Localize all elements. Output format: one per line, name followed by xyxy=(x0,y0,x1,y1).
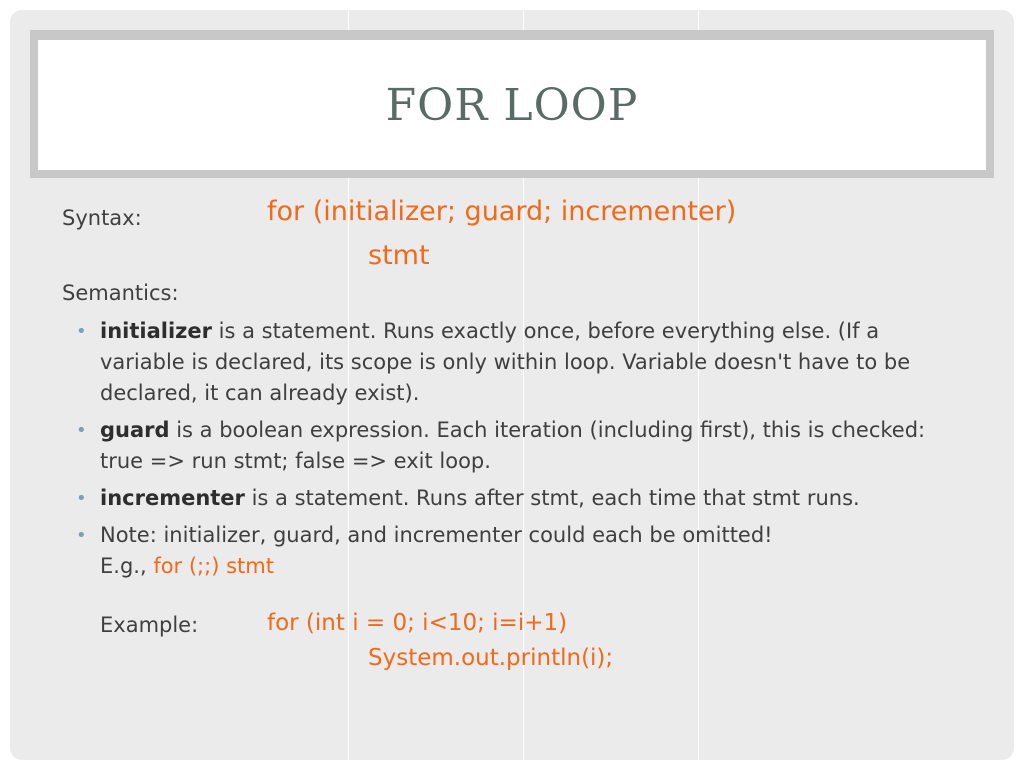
list-item xyxy=(62,415,962,477)
term-guard: guard xyxy=(100,418,170,442)
bullet-text: is a statement. Runs exactly once, before everything else. (If a variable is declared, its scope is only within loop. Variable doesn't have to be declared, it can already exist). xyxy=(100,319,911,405)
semantics-label: Semantics: xyxy=(62,281,179,305)
note-text: Note: initializer, guard, and incrementer could each be omitted! xyxy=(100,523,773,547)
semantics-list xyxy=(62,316,962,588)
term-initializer: initializer xyxy=(100,319,212,343)
bullet-icon: • xyxy=(76,420,87,441)
syntax-label: Syntax: xyxy=(62,206,142,230)
bullet-icon: • xyxy=(76,321,87,342)
syntax-line-1: for (initializer; guard; incrementer) xyxy=(267,196,737,227)
list-item xyxy=(62,520,962,582)
example-label: Example: xyxy=(100,613,199,637)
bullet-text: is a boolean expression. Each iteration (including first), this is checked: true => run stmt; false => exit loop. xyxy=(100,418,926,473)
eg-code: for (;;) stmt xyxy=(153,554,274,578)
example-line-2: System.out.println(i); xyxy=(368,645,614,671)
syntax-line-2: stmt xyxy=(368,240,430,271)
list-item xyxy=(62,483,962,514)
eg-prefix: E.g., xyxy=(100,554,154,578)
bullet-text: is a statement. Runs after stmt, each time that stmt runs. xyxy=(244,486,860,510)
list-item xyxy=(62,316,962,409)
bullet-icon: • xyxy=(76,525,87,546)
slide-title: FOR LOOP xyxy=(385,79,639,131)
bullet-icon: • xyxy=(76,488,87,509)
title-box xyxy=(38,40,986,170)
title-frame xyxy=(30,30,994,178)
example-line-1: for (int i = 0; i<10; i=i+1) xyxy=(267,610,568,636)
term-incrementer: incrementer xyxy=(100,486,245,510)
